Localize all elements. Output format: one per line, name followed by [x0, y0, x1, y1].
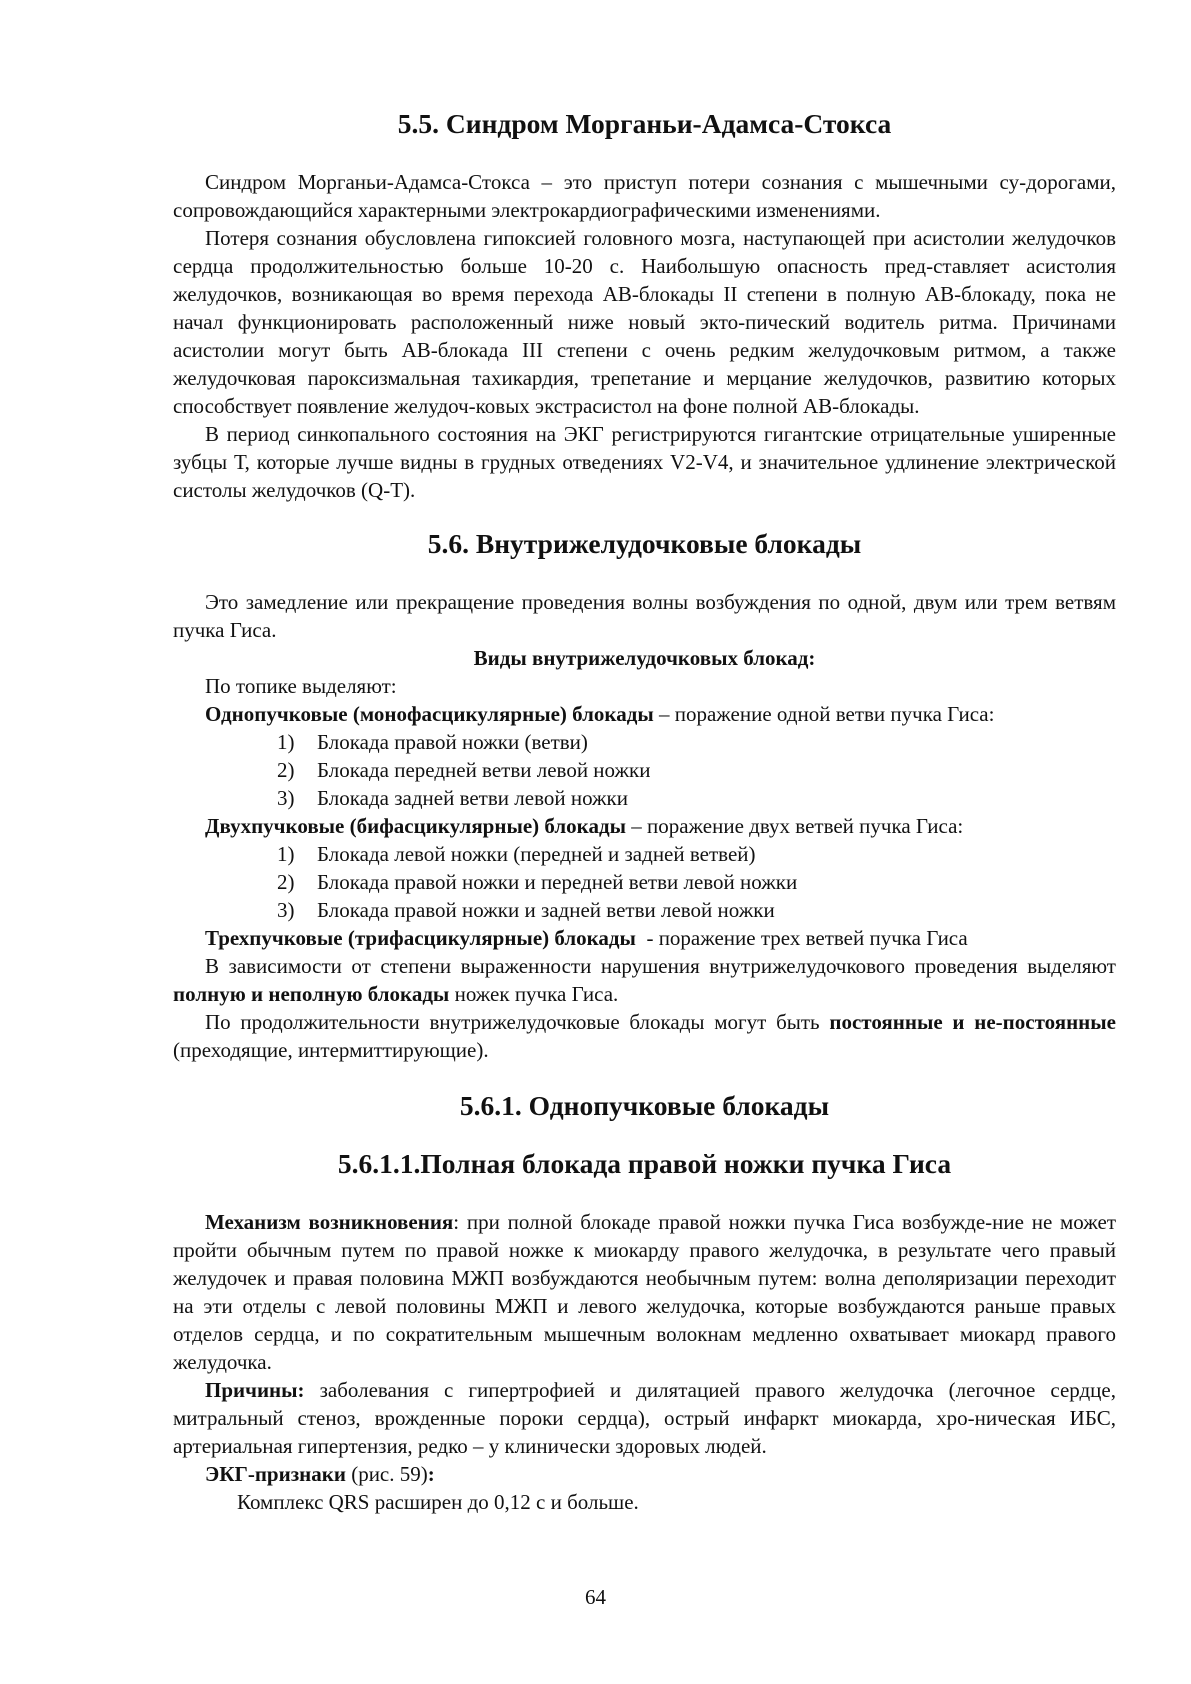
bold-term: ЭКГ-признаки: [205, 1462, 346, 1486]
paragraph: ЭКГ-признаки (рис. 59):: [205, 1462, 435, 1486]
paragraph: Потеря сознания обусловлена гипоксией головного мозга, наступающей при асистолии желудочков сердца продолжительностью больше 10-20 с. Наибольшую опасность пред-ставляет асистолия желудочков, возникающая во время перехода АВ-блокады II степени в полную АВ-блокаду, пока не начал функционировать расположенный ниже новый экто-пический водитель ритма. Причинами асистолии могут быть АВ-блокада III степени с очень редким желудочковым ритмом, а также желудочковая пароксизмальная тахикардия, трепетание и мерцание желудочков, развитию которых способствует появление желудоч-ковых экстрасистол на фоне полной АВ-блокады.: [173, 226, 1116, 418]
bold-term: Причины:: [205, 1378, 305, 1402]
heading-5-5: 5.5. Синдром Морганьи-Адамса-Стокса: [397, 108, 892, 139]
list-item: 2) Блокада правой ножки и передней ветви левой ножки: [277, 870, 798, 894]
paragraph: Двухпучковые (бифасцикулярные) блокады – поражение двух ветвей пучка Гиса:: [205, 814, 964, 838]
paragraph: Это замедление или прекращение проведения волны возбуждения по одной, двум или трем ветвям пучка Гиса.: [173, 590, 1116, 642]
paragraph: В период синкопального состояния на ЭКГ регистрируются гигантские отрицательные уширенные зубцы Т, которые лучше видны в грудных отведениях V2-V4, и значительное удлинение электрической систолы желудочков (Q-T).: [173, 422, 1116, 502]
list-item: 1) Блокада левой ножки (передней и задней ветвей): [277, 842, 756, 866]
bold-term: полную и неполную блокады: [173, 982, 450, 1006]
page-number: 64: [585, 1585, 606, 1609]
paragraph: По топике выделяют:: [205, 674, 397, 698]
paragraph: Причины: заболевания с гипертрофией и дилятацией правого желудочка (легочное сердце, митральный стеноз, врожденные пороки сердца), острый инфаркт миокарда, хро-ническая ИБС, артериальная гипертензия, редко – у клинически здоровых людей.: [173, 1378, 1116, 1458]
paragraph: В зависимости от степени выраженности нарушения внутрижелудочкового проведения выделяют полную и неполную блокады ножек пучка Гиса.: [173, 954, 1116, 1006]
list-item: 3) Блокада задней ветви левой ножки: [277, 786, 628, 810]
bold-term: Трехпучковые (трифасцикулярные) блокады: [205, 926, 636, 950]
paragraph: Трехпучковые (трифасцикулярные) блокады - поражение трех ветвей пучка Гиса: [205, 926, 968, 950]
paragraph: Комплекс QRS расширен до 0,12 с и больше.: [237, 1490, 639, 1514]
bold-term: постоянные и не-постоянные: [829, 1010, 1117, 1034]
paragraph: Механизм возникновения: при полной блокаде правой ножки пучка Гиса возбужде-ние не может пройти обычным путем по правой ножке к миокарду правого желудочка, в результате чего правый желудочек и правая половина МЖП возбуждаются необычным путем: волна деполяризации переходит на эти отделы с левой половины МЖП и левого желудочка, которые возбуждаются раньше правых отделов сердца, и по сократительным мышечным волокнам медленно охватывает миокард правого желудочка.: [173, 1210, 1117, 1374]
heading-5-6-1: 5.6.1. Однопучковые блокады: [459, 1090, 830, 1121]
list-mono: [173, 728, 1116, 812]
bold-term: Двухпучковые (бифасцикулярные) блокады: [205, 814, 626, 838]
list-item: 1) Блокада правой ножки (ветви): [277, 730, 588, 754]
paragraph: Синдром Морганьи-Адамса-Стокса – это приступ потери сознания с мышечными су-дорогами, сопровождающийся характерными электрокардиографическими изменениями.: [173, 170, 1116, 222]
list-item: 2) Блокада передней ветви левой ножки: [277, 758, 651, 782]
list-item: 3) Блокада правой ножки и задней ветви левой ножки: [277, 898, 775, 922]
heading-5-6-1-1: 5.6.1.1.Полная блокада правой ножки пучка Гиса: [337, 1148, 952, 1179]
list-bi: [173, 840, 1116, 924]
heading-5-6: 5.6. Внутрижелудочковые блокады: [427, 528, 862, 559]
subheading: Виды внутрижелудочковых блокад:: [473, 646, 816, 670]
paragraph: По продолжительности внутрижелудочковые блокады могут быть постоянные и не-постоянные (преходящие, интермиттирующие).: [173, 1010, 1117, 1062]
page-content: [173, 100, 1116, 1516]
bold-term: Механизм возникновения: [205, 1210, 454, 1234]
paragraph: Однопучковые (монофасцикулярные) блокады – поражение одной ветви пучка Гиса:: [205, 702, 995, 726]
bold-term: Однопучковые (монофасцикулярные) блокады: [205, 702, 654, 726]
